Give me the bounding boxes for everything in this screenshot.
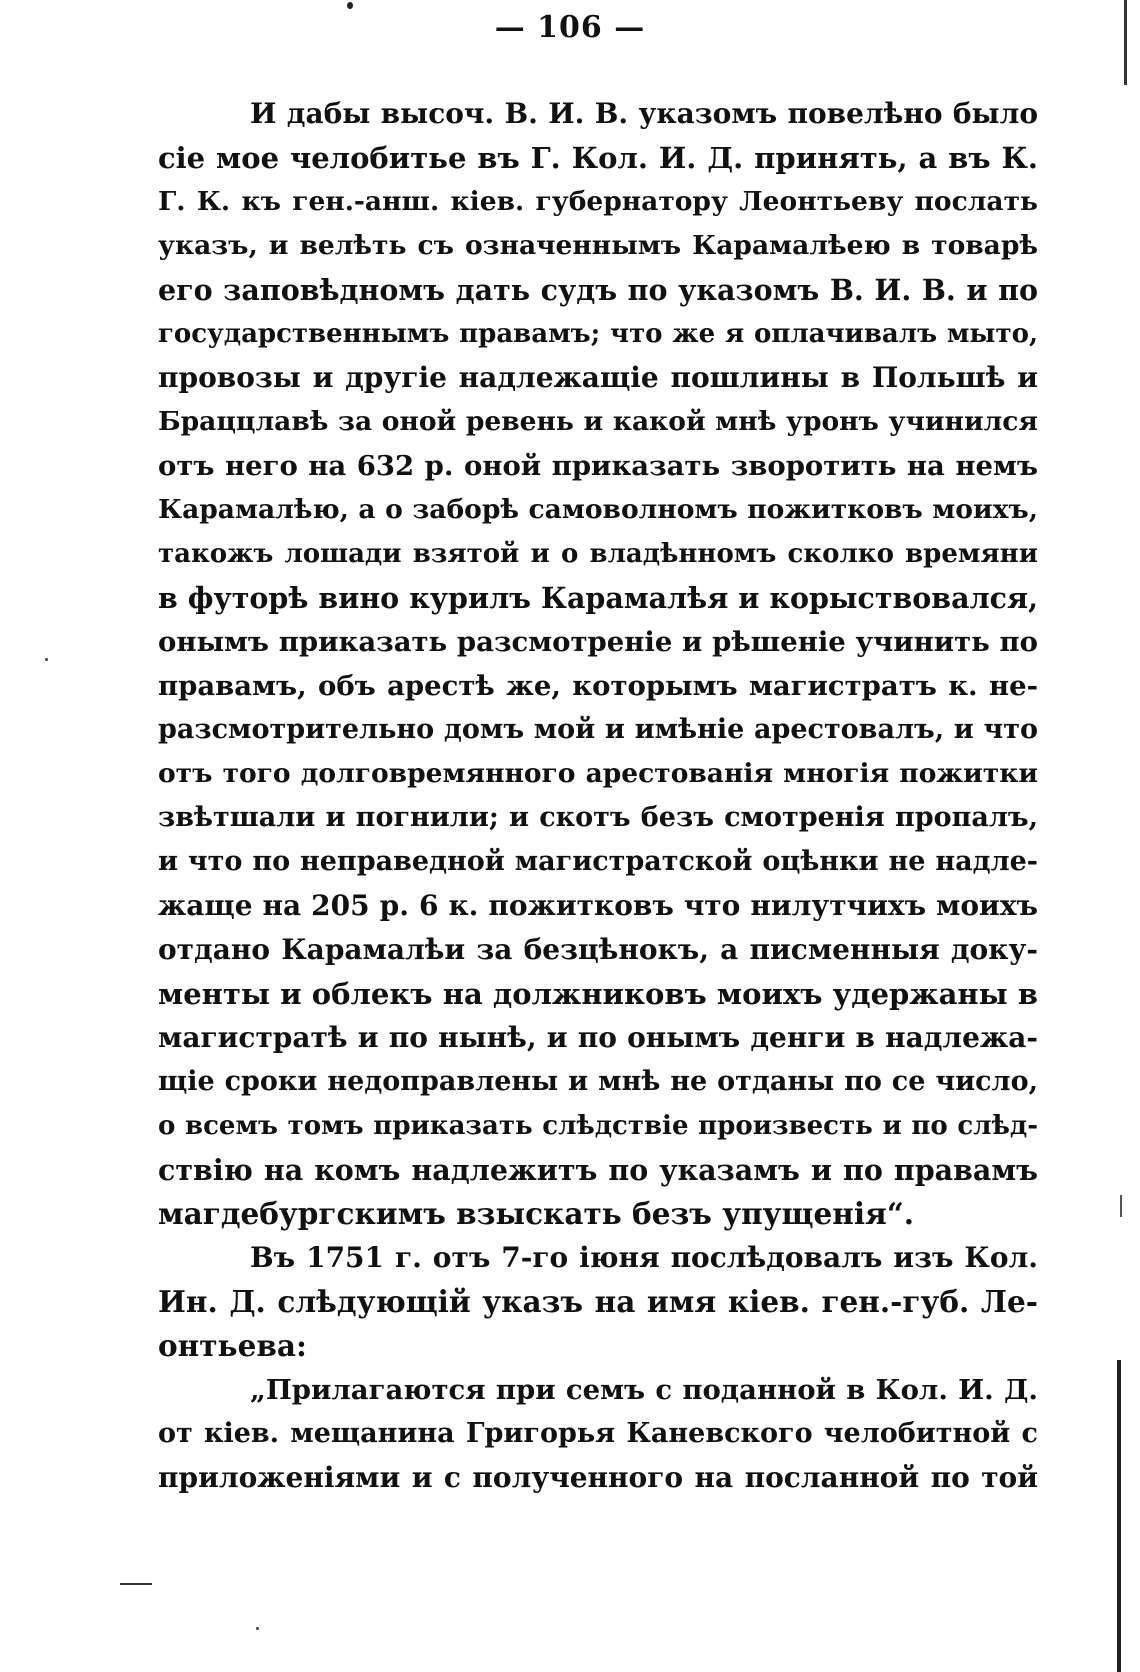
- text-line: ствію на комъ надлежитъ по указамъ и по правамъ: [158, 1153, 1038, 1187]
- ink-dot: [347, 2, 353, 9]
- text-line: сіе мое челобитье въ Г. Кол. И. Д. принять, а въ К.: [158, 141, 1038, 175]
- text-line: жаще на 205 р. 6 к. пожитковъ что нилутчихъ моихъ: [158, 889, 1038, 922]
- text-line: указъ, и велѣть съ означеннымъ Карамалѣею в товарѣ: [158, 230, 1038, 261]
- text-line: звѣтшали и погнили; и скотъ безъ смотренія пропалъ,: [158, 802, 1038, 833]
- ink-dash: [120, 1583, 152, 1585]
- text-line: магдебургскимъ взыскать безъ упущенія“.: [158, 1196, 915, 1231]
- text-line: правамъ, объ арестѣ же, которымъ магистратъ к. не-: [158, 670, 1038, 702]
- text-line: магистратѣ и по нынѣ, и по онымъ денги в надлежа-: [158, 1021, 1038, 1054]
- text-line: отдано Карамалѣи за безцѣнокъ, а писменныя доку-: [158, 933, 1038, 966]
- text-line: Карамалѣю, а о заборѣ самоволномъ пожитковъ моихъ,: [158, 494, 1038, 525]
- text-line: Г. К. къ ген.-анш. кіев. губернатору Леонтьеву послать: [158, 186, 1038, 217]
- stray-dot: [45, 658, 48, 661]
- text-line: такожъ лошади взятой и о владѣнномъ сколко времяни: [158, 539, 1038, 569]
- text-line: приложеніями и с полученного на посланной по той: [158, 1461, 1038, 1494]
- text-line: Ин. Д. слѣдующій указъ на имя кіев. ген.-губ. Ле-: [158, 1284, 1038, 1319]
- text-line: Въ 1751 г. отъ 7-го іюня послѣдовалъ изъ Кол.: [250, 1241, 1038, 1274]
- page-number: — 106 —: [494, 10, 646, 45]
- text-line: о всемъ томъ приказать слѣдствіе произвесть и по слѣд-: [158, 1111, 1038, 1141]
- text-line: его заповѣдномъ дать судъ по указомъ В. И. В. и по: [158, 273, 1038, 307]
- text-line: государственнымъ правамъ; что же я оплачивалъ мыто,: [158, 319, 1038, 349]
- text-line: менты и облекъ на должниковъ моихъ удержаны в: [158, 977, 1038, 1011]
- text-line: провозы и другіе надлежащіе пошлины в Польшѣ и: [158, 361, 1038, 394]
- page-edge-mark: [1120, 1195, 1122, 1217]
- stray-dot: [256, 1627, 259, 1630]
- body-text: [158, 92, 1038, 1500]
- text-line: отъ него на 632 р. оной приказать зворотить на немъ: [158, 450, 1038, 482]
- text-line: отъ того долговремянного арестованія многія пожитки: [158, 758, 1038, 789]
- page-edge-rule-lower: [1117, 1360, 1121, 1672]
- text-line: онтьева:: [158, 1328, 307, 1363]
- text-line: разсмотрительно домъ мой и имѣніе арестовалъ, и что: [158, 714, 1038, 745]
- text-line: Браццлавѣ за оной ревень и какой мнѣ уронъ учинился: [158, 406, 1038, 437]
- text-line: щіе сроки недоправлены и мнѣ не отданы по се число,: [158, 1066, 1038, 1097]
- text-line: И дабы высоч. В. И. В. указомъ повелѣно было: [250, 97, 1038, 130]
- text-line: „Прилагаются при семъ с поданной в Кол. И. Д.: [250, 1374, 1038, 1406]
- text-line: от кіев. мещанина Григорья Каневского челобитной с: [158, 1418, 1038, 1449]
- text-line: онымъ приказать разсмотреніе и рѣшеніе учинить по: [158, 626, 1038, 658]
- text-line: и что по неправедной магистратской оцѣнки не надле-: [158, 846, 1038, 877]
- text-line: в футорѣ вино курилъ Карамалѣя и корыствовался,: [158, 581, 1038, 615]
